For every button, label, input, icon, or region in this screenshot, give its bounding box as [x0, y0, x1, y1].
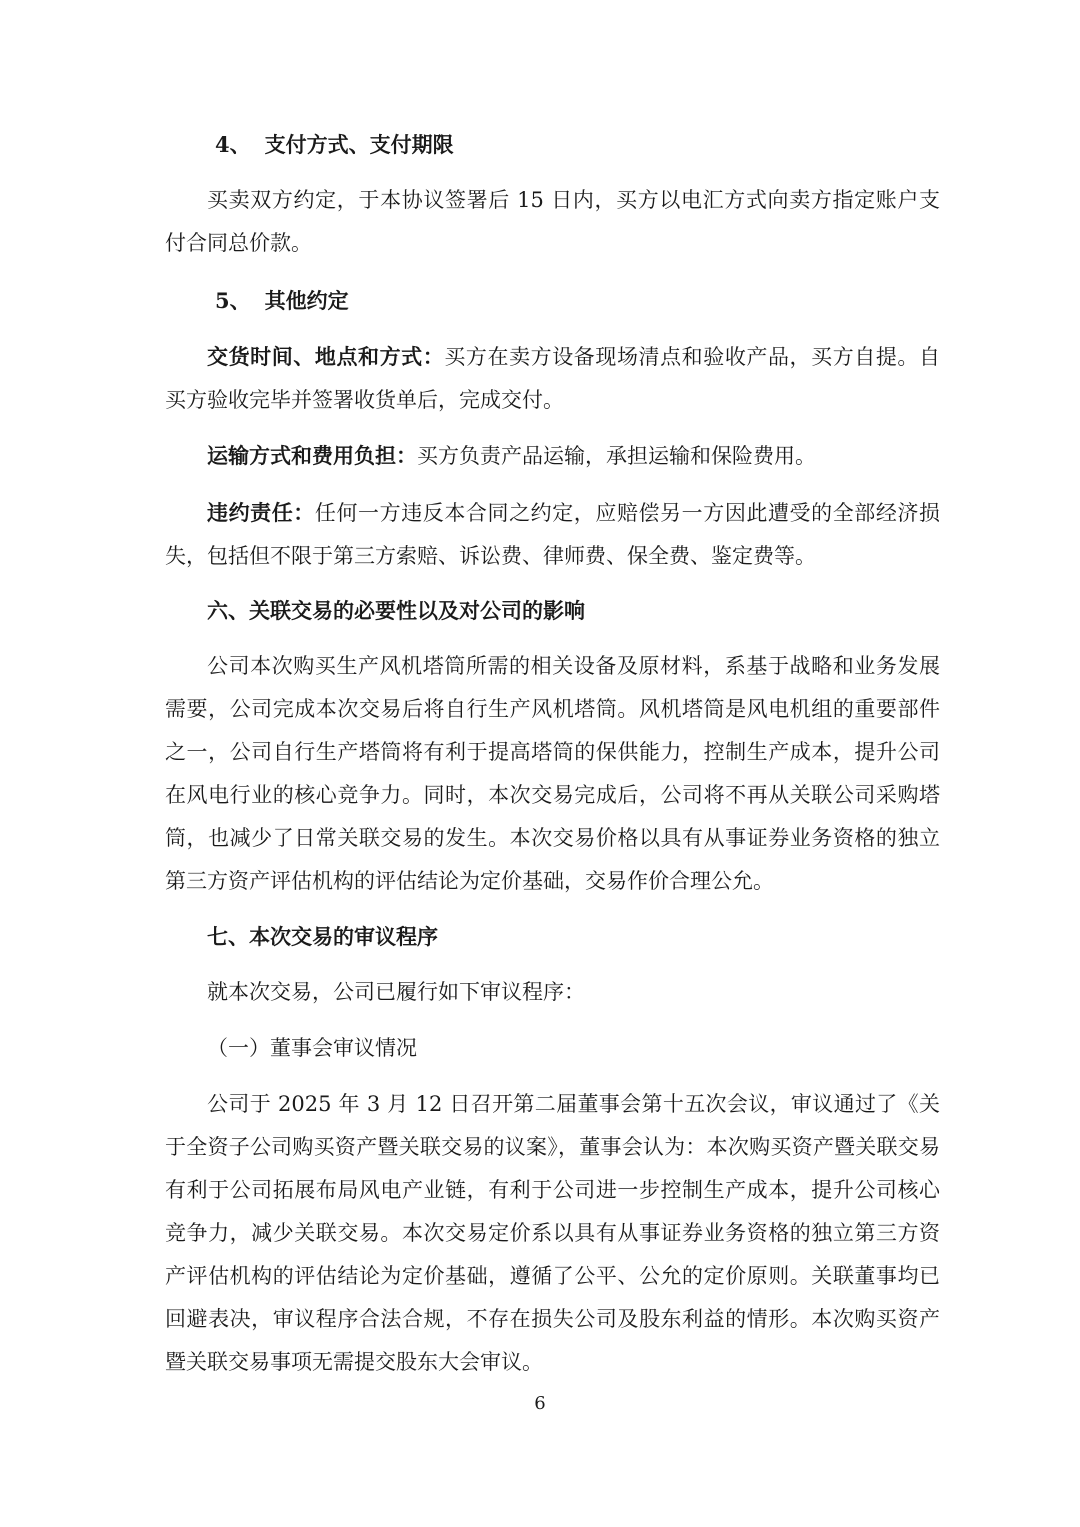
- transport-text: 买方负责产品运输，承担运输和保险费用。: [417, 444, 816, 468]
- subsection-1-paragraph: 公司于 2025 年 3 月 12 日召开第二届董事会第十五次会议，审议通过了《关于全资子公司购买资产暨关联交易的议案》，董事会认为：本次购买资产暨关联交易有利于公司拓展布局风电产业链，有利于公司进一步控制生产成本，提升公司核心竞争力，减少关联交易。本次交易定价系以具有从事证券业务资格的独立第三方资产评估机构的评估结论为定价基础，遵循了公平、公允的定价原则。关联董事均已回避表决，审议程序合法合规，不存在损失公司及股东利益的情形。本次购买资产暨关联交易事项无需提交股东大会审议。: [165, 1092, 940, 1374]
- subsection-1-title: （一）董事会审议情况: [207, 1036, 417, 1060]
- section-7-heading: 七、本次交易的审议程序: [207, 924, 438, 949]
- breach-text: 任何一方违反本合同之约定，应赔偿另一方因此遭受的全部经济损失，包括但不限于第三方索赔、诉讼费、律师费、保全费、鉴定费等。: [165, 501, 941, 568]
- section-6-heading: 六、关联交易的必要性以及对公司的影响: [207, 598, 585, 623]
- section-5-number: 5、: [215, 288, 251, 313]
- section-5-heading: [215, 279, 940, 322]
- section-5-title: 其他约定: [264, 288, 349, 313]
- transport-paragraph: [165, 434, 940, 478]
- section-6-paragraph: 公司本次购买生产风机塔筒所需的相关设备及原材料，系基于战略和业务发展需要，公司完成本次交易后将自行生产风机塔筒。风机塔筒是风电机组的重要部件之一，公司自行生产塔筒将有利于提高塔筒的保供能力，控制生产成本，提升公司在风电行业的核心竞争力。同时，本次交易完成后，公司将不再从关联公司采购塔筒，也减少了日常关联交易的发生。本次交易价格以具有从事证券业务资格的独立第三方资产评估机构的评估结论为定价基础，交易作价合理公允。: [165, 654, 940, 893]
- section-7-intro: 就本次交易，公司已履行如下审议程序：: [207, 980, 585, 1004]
- section-4-heading: [215, 123, 940, 166]
- transport-label: 运输方式和费用负担：: [207, 443, 417, 468]
- section-4-title: 支付方式、支付期限: [264, 132, 454, 157]
- delivery-paragraph: [165, 335, 940, 422]
- section-4-paragraph: 买卖双方约定，于本协议签署后 15 日内，买方以电汇方式向卖方指定账户支付合同总价款。: [165, 188, 940, 255]
- delivery-label: 交货时间、地点和方式：: [207, 344, 445, 369]
- delivery-text: 买方在卖方设备现场清点和验收产品，买方自提。自买方验收完毕并签署收货单后，完成交付。: [165, 345, 941, 412]
- page-number: 6: [534, 1393, 546, 1414]
- section-4-number: 4、: [215, 132, 251, 157]
- breach-paragraph: [165, 491, 940, 578]
- breach-label: 违约责任：: [207, 500, 315, 525]
